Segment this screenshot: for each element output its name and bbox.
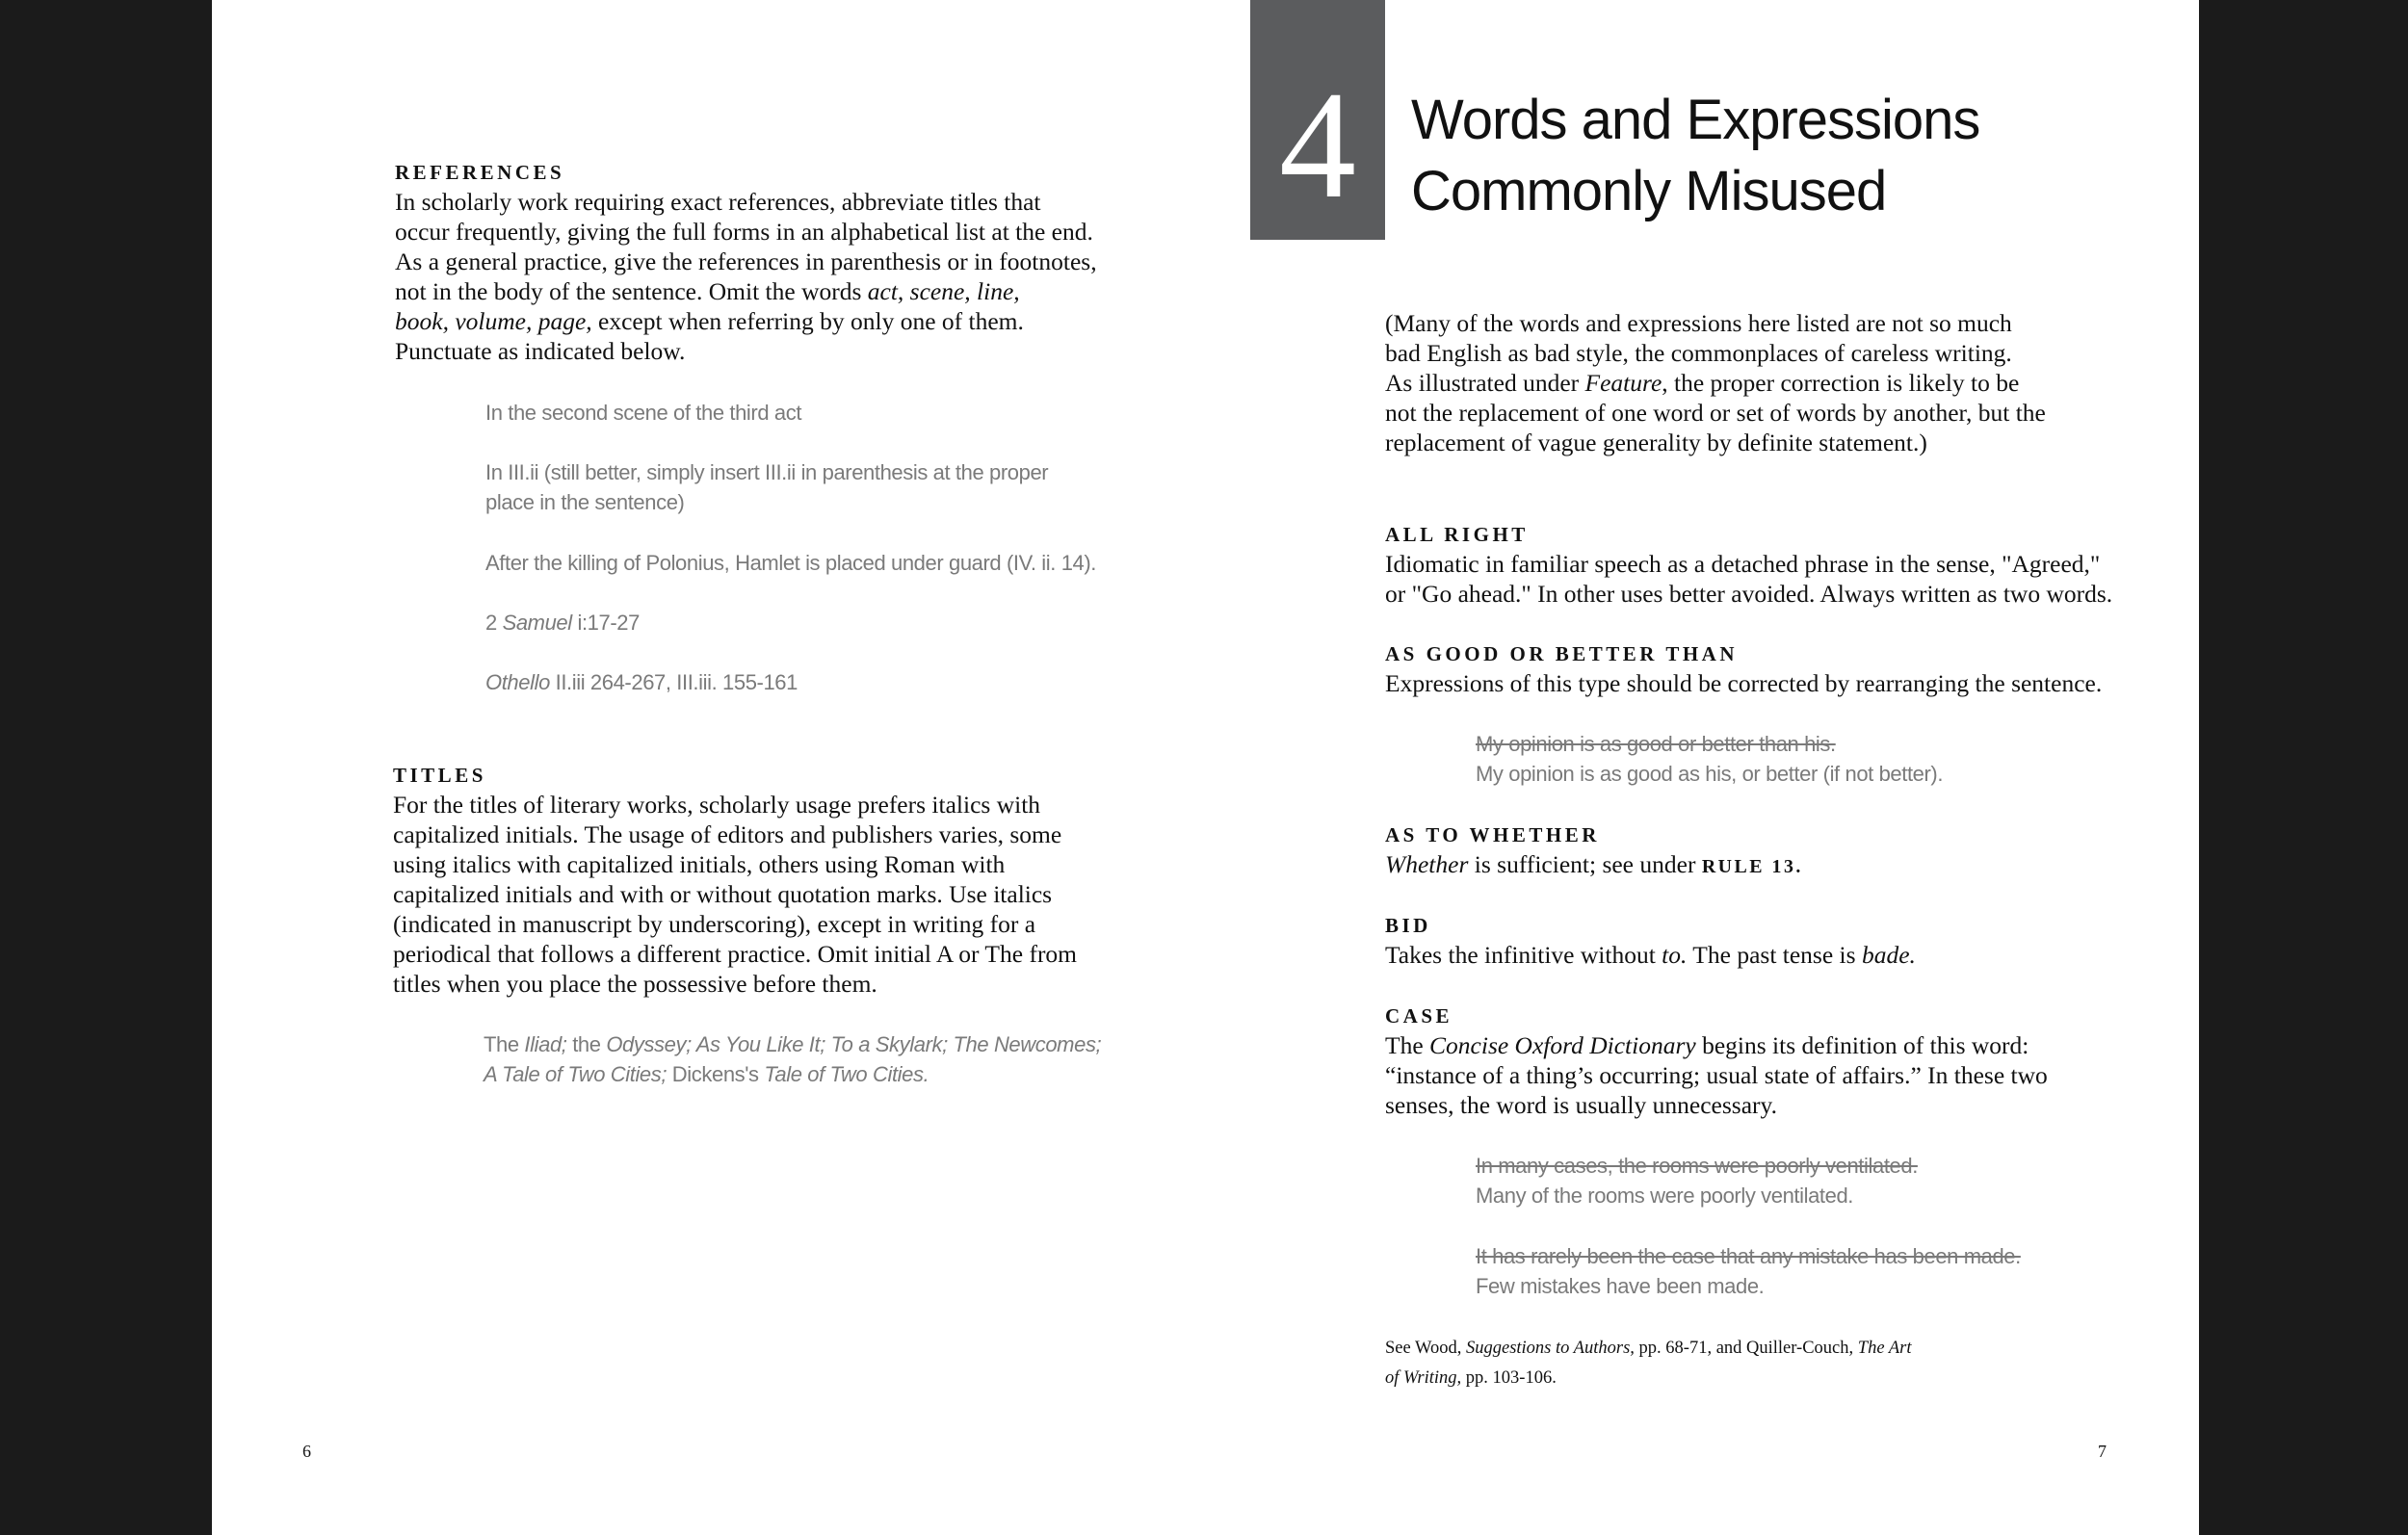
text-line <box>395 276 1097 306</box>
text-line <box>393 909 1077 939</box>
text-segment: Feature <box>1584 369 1662 397</box>
text-segment: Othello <box>485 670 550 694</box>
entry-heading-all-right: ALL RIGHT <box>1385 523 1529 546</box>
titles-example <box>484 1029 1101 1089</box>
text-segment: Dickens's <box>667 1062 765 1086</box>
text-line <box>1385 368 2046 398</box>
text-segment: bad English as bad style, the commonplaces of careless writing. <box>1385 339 2012 367</box>
text-segment: Samuel <box>502 611 572 635</box>
text-segment: “instance of a thing’s occurring; usual state of affairs.” In these two <box>1385 1061 2048 1089</box>
text-segment: The <box>1385 1031 1430 1059</box>
text-line <box>485 457 1048 487</box>
text-segment: (indicated in manuscript by underscoring), except in writing for a <box>393 910 1036 938</box>
entry-body-all-right <box>1385 549 2112 609</box>
text-line <box>1385 549 2112 579</box>
text-segment: begins its definition of this word: <box>1695 1031 2029 1059</box>
text-line <box>1476 1151 1918 1181</box>
text-line <box>485 398 801 428</box>
text-line <box>1476 1271 2021 1301</box>
entry-body-case <box>1385 1030 2048 1120</box>
text-line <box>393 879 1077 909</box>
intro-paragraph <box>1385 308 2046 457</box>
text-line <box>1385 1090 2048 1120</box>
entry-examples-case-1 <box>1476 1151 1918 1210</box>
entry-body-bid <box>1385 940 1916 970</box>
text-segment: capitalized initials and with or without quotation marks. Use italics <box>393 880 1053 908</box>
text-segment: For the titles of literary works, scholarly usage prefers italics with <box>393 791 1041 819</box>
text-segment: My opinion is as good or better than his. <box>1476 732 1836 756</box>
example-2 <box>485 457 1048 517</box>
text-segment: 2 <box>485 611 503 635</box>
text-segment: , the proper correction is likely to be <box>1662 369 2020 397</box>
text-line <box>395 217 1097 247</box>
text-segment: Iliad; <box>524 1032 567 1056</box>
text-segment: Idiomatic in familiar speech as a detached phrase in the sense, "Agreed," <box>1385 550 2101 578</box>
text-segment: The <box>484 1032 525 1056</box>
text-line <box>484 1029 1101 1059</box>
text-segment: bade. <box>1861 941 1916 969</box>
text-segment: Few mistakes have been made. <box>1476 1274 1765 1298</box>
titles-body <box>393 790 1077 999</box>
text-segment: The past tense is <box>1687 941 1862 969</box>
example-4 <box>485 608 640 637</box>
page-number-right: 7 <box>2098 1442 2107 1461</box>
chapter-title-line-2: Commonly Misused <box>1411 160 1887 222</box>
entry-heading-as-good: AS GOOD OR BETTER THAN <box>1385 642 1739 665</box>
text-segment: Concise Oxford Dictionary <box>1429 1031 1696 1059</box>
text-segment: occur frequently, giving the full forms in an alphabetical list at the end. <box>395 218 1093 246</box>
text-line <box>395 306 1097 336</box>
text-line <box>1385 1060 2048 1090</box>
text-segment: Many of the rooms were poorly ventilated. <box>1476 1184 1854 1208</box>
text-line <box>1385 428 2046 457</box>
chapter-number-box <box>1250 0 1385 240</box>
text-segment: of Writing, <box>1385 1368 1462 1388</box>
text-segment: or "Go ahead." In other uses better avoided. Always written as two words. <box>1385 580 2113 608</box>
text-line <box>485 608 640 637</box>
text-segment: In scholarly work requiring exact references, abbreviate titles that <box>395 188 1041 216</box>
text-segment: See Wood, <box>1385 1339 1466 1358</box>
text-segment: to. <box>1662 941 1688 969</box>
entry-examples-case-2 <box>1476 1241 2021 1301</box>
text-segment: Takes the infinitive without <box>1385 941 1662 969</box>
text-line <box>1385 308 2046 338</box>
text-line <box>1476 1241 2021 1271</box>
footnote <box>1385 1334 1911 1393</box>
text-segment: using italics with capitalized initials, others using Roman with <box>393 850 1006 878</box>
text-segment: book, volume, page, <box>395 307 592 335</box>
text-segment: After the killing of Polonius, Hamlet is placed under guard (IV. ii. 14). <box>485 551 1097 575</box>
text-segment: It has rarely been the case that any mistake has been made. <box>1476 1244 2021 1268</box>
chapter-title <box>1411 85 1979 227</box>
text-line <box>1385 1364 1911 1393</box>
entry-heading-as-to-whether: AS TO WHETHER <box>1385 823 1600 846</box>
text-line <box>1385 849 1803 882</box>
text-line <box>395 336 1097 366</box>
text-segment: pp. 68-71, and Quiller-Couch, <box>1634 1339 1858 1358</box>
text-segment: (Many of the words and expressions here listed are not so much <box>1385 309 2012 337</box>
text-segment: the <box>566 1032 607 1056</box>
text-segment: RULE 13. <box>1701 856 1803 877</box>
text-segment: In III.ii (still better, simply insert III.ii in parenthesis at the proper <box>485 460 1049 484</box>
text-segment: not in the body of the sentence. Omit the words <box>395 277 868 305</box>
text-segment: Punctuate as indicated below. <box>395 337 686 365</box>
text-line <box>1476 1181 1918 1210</box>
text-segment: In many cases, the rooms were poorly ventilated. <box>1476 1154 1918 1178</box>
text-line <box>1385 668 2102 698</box>
chapter-number: 4 <box>1279 59 1356 230</box>
text-line <box>1385 579 2112 609</box>
text-segment: titles when you place the possessive before them. <box>393 970 877 998</box>
text-segment: is sufficient; see under <box>1468 850 1702 878</box>
text-segment: A Tale of Two Cities; <box>484 1062 667 1086</box>
entry-body-as-to-whether <box>1385 849 1803 882</box>
text-line <box>1385 398 2046 428</box>
text-segment: In the second scene of the third act <box>485 401 802 425</box>
text-line <box>393 969 1077 999</box>
page-number-left: 6 <box>302 1442 311 1461</box>
entry-heading-case: CASE <box>1385 1004 1453 1028</box>
text-segment: Suggestions to Authors, <box>1465 1339 1635 1358</box>
entry-heading-bid: BID <box>1385 914 1431 937</box>
text-line <box>393 849 1077 879</box>
references-heading: REFERENCES <box>395 161 565 184</box>
text-line <box>1385 940 1916 970</box>
text-segment: II.iii 264-267, III.iii. 155-161 <box>549 670 798 694</box>
text-line <box>1476 759 1943 789</box>
example-5 <box>485 667 798 697</box>
text-segment: Odyssey; As You Like It; To a Skylark; The Newcomes; <box>606 1032 1102 1056</box>
text-segment: capitalized initials. The usage of editors and publishers varies, some <box>393 820 1062 848</box>
example-1 <box>485 398 801 428</box>
text-segment: My opinion is as good as his, or better (if not better). <box>1476 762 1944 786</box>
text-line <box>484 1059 1101 1089</box>
text-segment: periodical that follows a different practice. Omit initial A or The from <box>393 940 1078 968</box>
text-segment: place in the sentence) <box>485 490 685 514</box>
text-segment: i:17-27 <box>571 611 640 635</box>
text-line <box>485 548 1096 578</box>
text-segment: act, scene, line, <box>867 277 1020 305</box>
entry-body-as-good <box>1385 668 2102 698</box>
text-line <box>393 939 1077 969</box>
entry-examples-as-good <box>1476 729 1943 789</box>
text-line <box>395 247 1097 276</box>
text-segment: Tale of Two Cities. <box>764 1062 929 1086</box>
text-segment: senses, the word is usually unnecessary. <box>1385 1091 1777 1119</box>
text-line <box>395 187 1097 217</box>
text-segment: pp. 103-106. <box>1461 1368 1557 1388</box>
text-line <box>393 820 1077 849</box>
text-segment: The Art <box>1857 1339 1912 1358</box>
chapter-title-line-1: Words and Expressions <box>1411 89 1980 151</box>
text-line <box>1385 1334 1911 1364</box>
text-line <box>1385 1030 2048 1060</box>
book-spread <box>212 0 2199 1535</box>
text-line <box>485 487 1048 517</box>
text-segment: Whether <box>1385 850 1469 878</box>
text-segment: not the replacement of one word or set of words by another, but the <box>1385 399 2046 427</box>
references-body <box>395 187 1097 366</box>
text-line <box>393 790 1077 820</box>
text-line <box>1385 338 2046 368</box>
text-line <box>485 667 798 697</box>
text-segment: except when referring by only one of them. <box>591 307 1024 335</box>
text-segment: replacement of vague generality by definite statement.) <box>1385 429 1927 456</box>
example-3 <box>485 548 1096 578</box>
text-segment: As illustrated under <box>1385 369 1585 397</box>
text-line <box>1476 729 1943 759</box>
titles-heading: TITLES <box>393 764 486 787</box>
text-segment: As a general practice, give the references in parenthesis or in footnotes, <box>395 247 1097 275</box>
text-segment: Expressions of this type should be corrected by rearranging the sentence. <box>1385 669 2103 697</box>
